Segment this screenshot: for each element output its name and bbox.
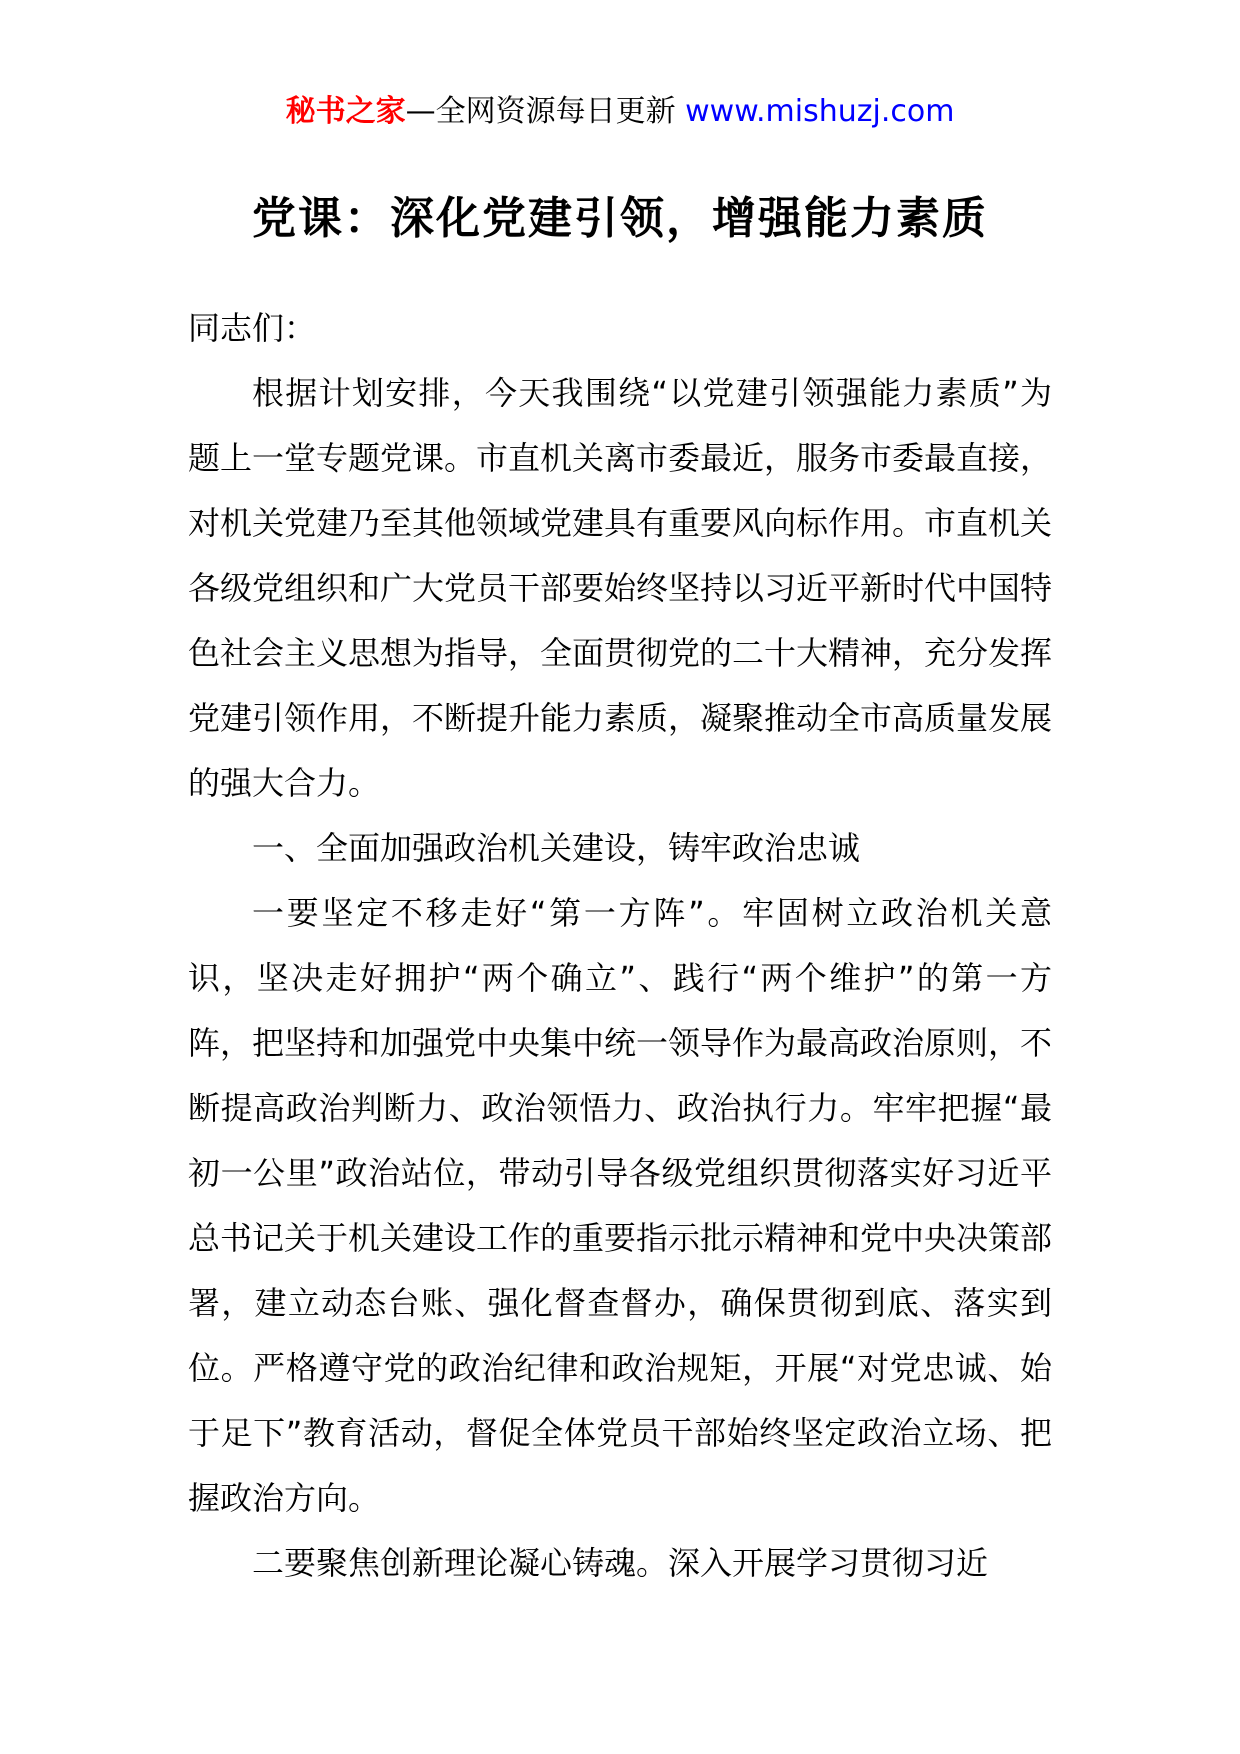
section-heading: 一、全面加强政治机关建设，铸牢政治忠诚 <box>252 829 861 867</box>
site-brand: 秘书之家 <box>285 94 406 129</box>
page-title: 党课：深化党建引领，增强能力素质 <box>252 193 988 245</box>
document-body <box>188 296 1052 1596</box>
body-paragraph: 一要坚定不移走好“第一方阵”。牢固树立政治机关意识，坚决走好拥护“两个确立”、践行“两个维护”的第一方阵，把坚持和加强党中央集中统一领导作为最高政治原则，不断提高政治判断力、政治领悟力、政治执行力。牢牢把握“最初一公里”政治站位，带动引导各级党组织贯彻落实好习近平总书记关于机关建设工作的重要指示批示精神和党中央决策部署，建立动态台账、强化督查督办，确保贯彻到底、落实到位。严格遵守党的政治纪律和政治规矩，开展“对党忠诚、始于足下”教育活动，督促全体党员干部始终坚定政治立场、把握政治方向。 <box>188 894 1053 1517</box>
salutation: 同志们： <box>188 309 317 347</box>
site-tagline: —全网资源每日更新 <box>405 94 686 129</box>
body-paragraph: 二要聚焦创新理论凝心铸魂。深入开展学习贯彻习近 <box>252 1544 989 1582</box>
site-header <box>0 92 1240 132</box>
site-url-link[interactable]: www.mishuzj.com <box>685 94 955 129</box>
intro-paragraph: 根据计划安排，今天我围绕“以党建引领强能力素质”为题上一堂专题党课。市直机关离市委最近，服务市委最直接，对机关党建乃至其他领域党建具有重要风向标作用。市直机关各级党组织和广大党员干部要始终坚持以习近平新时代中国特色社会主义思想为指导，全面贯彻党的二十大精神，充分发挥党建引领作用，不断提升能力素质，凝聚推动全市高质量发展的强大合力。 <box>188 374 1053 802</box>
